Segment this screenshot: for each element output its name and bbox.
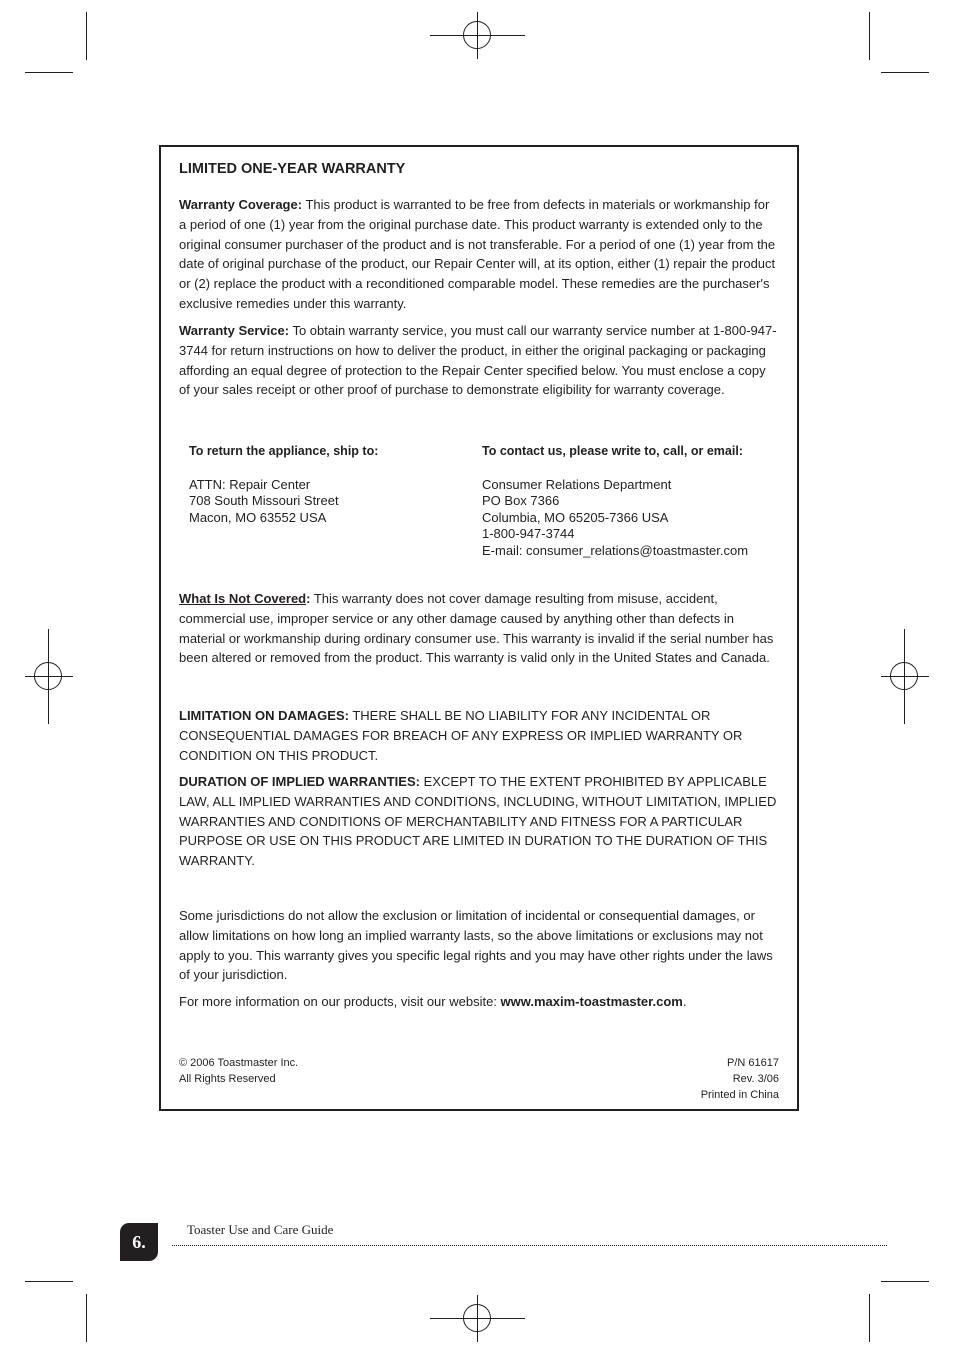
return-address-block [189, 443, 469, 526]
page-number-badge: 6. [120, 1223, 158, 1261]
jurisdictions-paragraph [179, 906, 779, 985]
warranty-box [159, 145, 799, 1111]
footer-dotted-rule [172, 1245, 887, 1246]
more-info-paragraph [179, 992, 779, 1012]
copyright-line: © 2006 Toastmaster Inc. [179, 1057, 299, 1069]
crop-mark [86, 1294, 87, 1342]
website-link[interactable]: www.maxim-toastmaster.com [500, 994, 683, 1009]
crop-mark [869, 12, 870, 60]
warranty-service-paragraph [179, 321, 779, 400]
contact-address-line: Consumer Relations Department [482, 476, 672, 492]
country-of-origin: Printed in China [700, 1089, 779, 1101]
contact-address-line: PO Box 7366 [482, 493, 560, 508]
duration-text: EXCEPT TO THE EXTENT PROHIBITED BY APPLICABLE LAW, ALL IMPLIED WARRANTIES AND CONDITIONS, INCLUDING, WITHOUT LIMITATION, IMPLIED WARRANTIES AND CONDITIONS OF MERCHANTABILITY AND FITNESS FOR A PARTICULAR PURPOSE OR USE ON THIS PRODUCT ARE LIMITED IN DURATION TO THE DURATION OF THIS WARRANTY. [179, 774, 777, 869]
registration-circle-icon [463, 21, 491, 49]
warranty-coverage-paragraph [179, 195, 779, 314]
contact-phone: 1-800-947-3744 [482, 526, 575, 541]
contact-address-block [482, 443, 792, 559]
limitation-label: LIMITATION ON DAMAGES: [179, 708, 349, 723]
crop-mark [881, 1281, 929, 1282]
warranty-coverage-label: Warranty Coverage: [179, 197, 303, 212]
part-info-block [479, 1055, 779, 1103]
jurisdictions-text: Some jurisdictions do not allow the exclusion or limitation of incidental or consequential damages, or allow limitations on how long an implied warranty lasts, so the above limitations or exclusions may not apply to you. This warranty gives you specific legal rights and you may have other rights under the laws of your jurisdiction. [179, 908, 773, 983]
more-info-text: For more information on our products, visit our website: [179, 994, 501, 1009]
crop-mark [869, 1294, 870, 1342]
guide-title: Toaster Use and Care Guide [187, 1222, 334, 1237]
contact-address-title: To contact us, please write to, call, or email: [482, 444, 743, 458]
more-info-period: . [682, 994, 687, 1009]
not-covered-text: This warranty does not cover damage resulting from misuse, accident, commercial use, improper service or any other damage caused by anything other than defects in material or workmanship during ordinary consumer use. This warranty is invalid if the serial number has been altered or removed from the product. This warranty is valid only in the United States and Canada. [179, 591, 774, 666]
warranty-coverage-text: This product is warranted to be free from defects in materials or workmanship for a period of one (1) year from the original purchase date. This product warranty is extended only to the original consumer purchaser of the product and is not transferable. For a period of one (1) year from the date of original purchase of the product, our Repair Center will, at its option, either (1) repair the product or (2) replace the product with a reconditioned comparable model. These remedies are the purchaser's exclusive remedies under this warranty. [179, 197, 776, 311]
crop-mark [86, 12, 87, 60]
rights-line: All Rights Reserved [179, 1073, 276, 1085]
revision: Rev. 3/06 [732, 1073, 779, 1085]
not-covered-colon: : [306, 591, 311, 606]
crop-mark [25, 1281, 73, 1282]
registration-circle-icon [463, 1304, 491, 1332]
warranty-heading: LIMITED ONE-YEAR WARRANTY [179, 161, 406, 177]
not-covered-paragraph [179, 589, 779, 668]
contact-email: E-mail: consumer_relations@toastmaster.com [482, 542, 749, 558]
limitation-paragraph [179, 706, 779, 765]
crop-mark [881, 72, 929, 73]
warranty-service-label: Warranty Service: [179, 323, 290, 338]
duration-label: DURATION OF IMPLIED WARRANTIES: [179, 774, 420, 789]
limitation-text: THERE SHALL BE NO LIABILITY FOR ANY INCIDENTAL OR CONSEQUENTIAL DAMAGES FOR BREACH OF ANY EXPRESS OR IMPLIED WARRANTY OR CONDITION ON THIS PRODUCT. [179, 708, 743, 763]
crop-mark [25, 72, 73, 73]
return-address-line: Macon, MO 63552 USA [189, 509, 327, 525]
part-number: P/N 61617 [727, 1057, 779, 1069]
contact-address-line: Columbia, MO 65205-7366 USA [482, 509, 669, 525]
duration-paragraph [179, 772, 779, 871]
not-covered-label: What Is Not Covered [179, 591, 307, 606]
registration-circle-icon [34, 662, 62, 690]
return-address-title: To return the appliance, ship to: [189, 444, 379, 458]
registration-circle-icon [890, 662, 918, 690]
return-address-line: 708 South Missouri Street [189, 493, 339, 508]
copyright-block [179, 1055, 479, 1087]
warranty-service-text: To obtain warranty service, you must call our warranty service number at 1-800-947-3744 for return instructions on how to deliver the product, in either the original packaging or packaging affording an equal degree of protection to the Repair Center specified below. You must enclose a copy of your sales receipt or other proof of purchase to demonstrate eligibility for warranty coverage. [179, 323, 777, 398]
return-address-line: ATTN: Repair Center [189, 476, 311, 492]
